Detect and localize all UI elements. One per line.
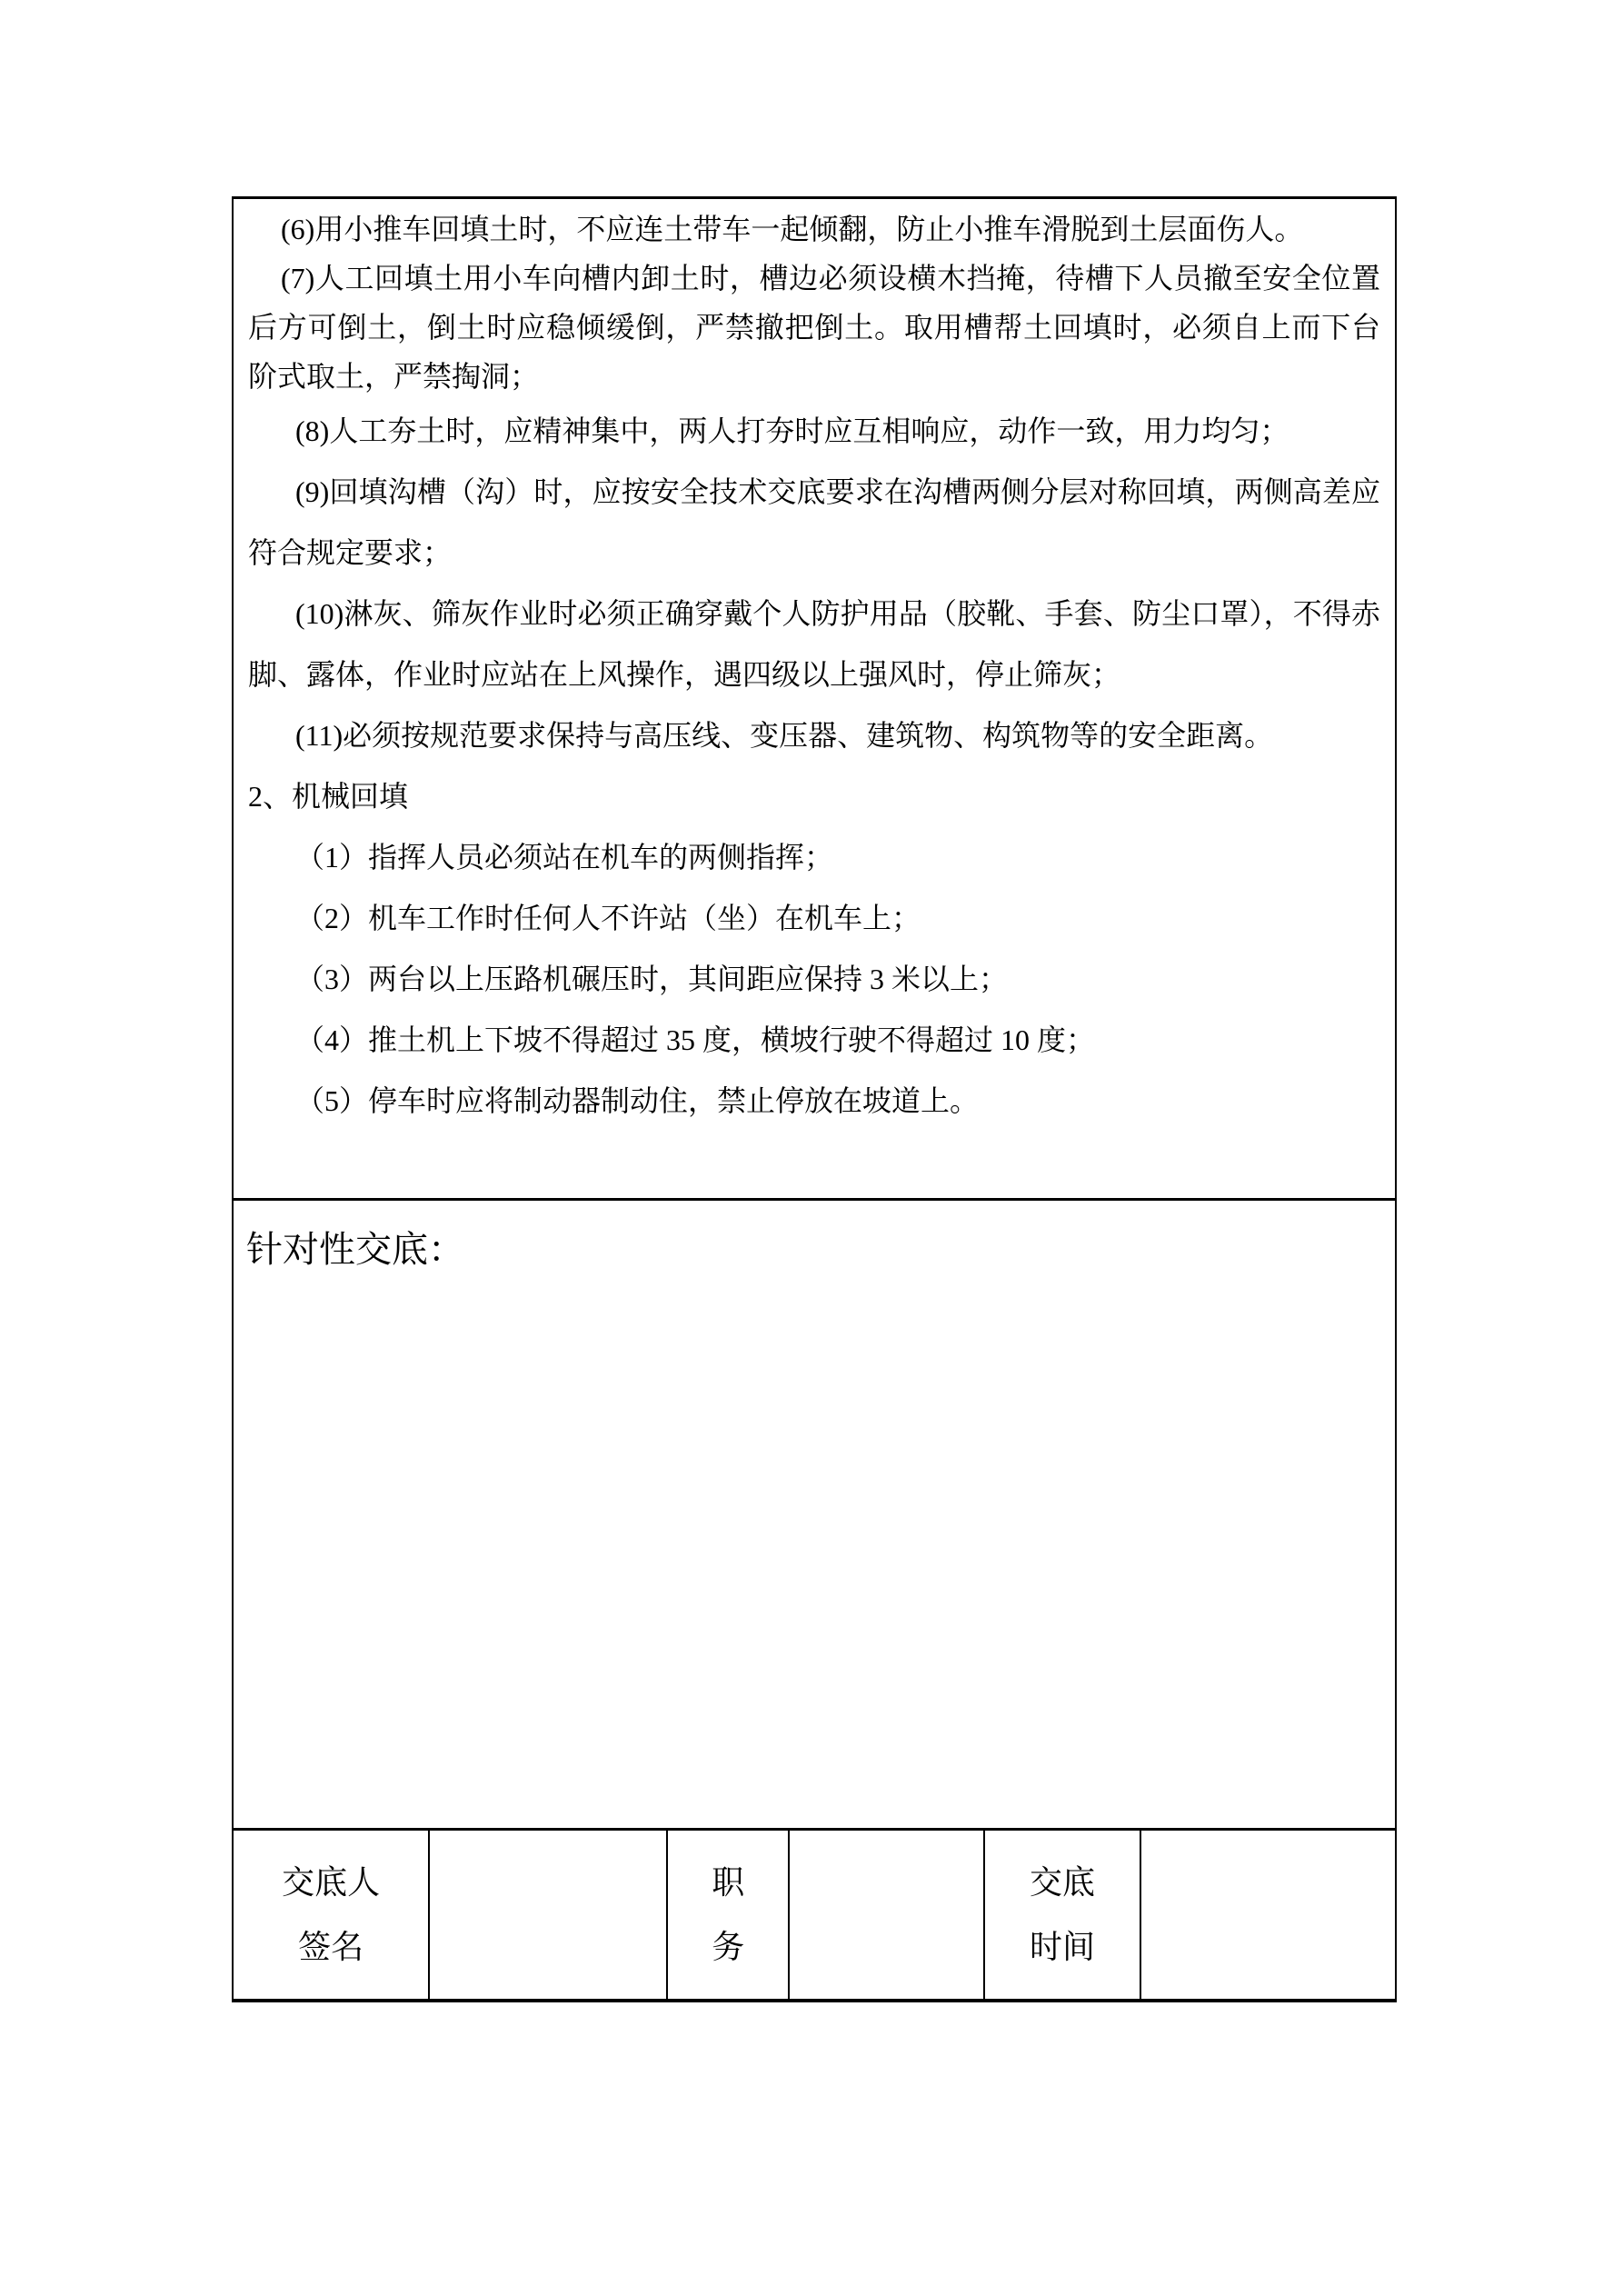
position-label-line1: 职 bbox=[712, 1864, 745, 1902]
rule-item-6: (6)用小推车回填土时，不应连土带车一起倾翻，防止小推车滑脱到土层面伤人。 bbox=[281, 213, 1304, 245]
rule-item-10: (10)淋灰、筛灰作业时必须正确穿戴个人防护用品（胶靴、手套、防尘口罩），不得赤脚、露体，作业时应站在上风操作，遇四级以上强风时，停止筛灰； bbox=[248, 597, 1380, 691]
mechanical-rule-item-5: （5）停车时应将制动器制动住，禁止停放在坡道上。 bbox=[295, 1084, 980, 1117]
disclosure-time-label-line1: 交底 bbox=[1030, 1864, 1096, 1902]
rule-item-8: (8)人工夯土时，应精神集中，两人打夯时应互相响应，动作一致，用力均匀； bbox=[295, 414, 1289, 447]
discloser-signature-field[interactable] bbox=[428, 1831, 666, 1999]
discloser-signature-label bbox=[234, 1831, 428, 1999]
disclosure-time-label-line2: 时间 bbox=[1030, 1928, 1096, 1965]
discloser-signature-label-line1: 交底人 bbox=[282, 1864, 381, 1902]
safety-disclosure-table bbox=[232, 196, 1397, 2002]
targeted-disclosure-label: 针对性交底： bbox=[246, 1229, 464, 1270]
disclosure-time-field[interactable] bbox=[1140, 1831, 1395, 1999]
position-label-line2: 务 bbox=[712, 1928, 745, 1965]
signature-row bbox=[234, 1828, 1395, 1999]
mechanical-rule-item-1: （1）指挥人员必须站在机车的两侧指挥； bbox=[295, 841, 834, 873]
general-requirements-section bbox=[234, 199, 1395, 1198]
rule-item-11: (11)必须按规范要求保持与高压线、变压器、建筑物、构筑物等的安全距离。 bbox=[295, 719, 1274, 752]
mechanical-rule-item-3: （3）两台以上压路机碾压时，其间距应保持 3 米以上； bbox=[295, 963, 1009, 995]
disclosure-time-label bbox=[983, 1831, 1140, 1999]
targeted-disclosure-section bbox=[234, 1198, 1395, 1828]
mechanical-rule-item-4: （4）推土机上下坡不得超过 35 度，横坡行驶不得超过 10 度； bbox=[295, 1023, 1096, 1056]
rule-item-9: (9)回填沟槽（沟）时，应按安全技术交底要求在沟槽两侧分层对称回填，两侧高差应符合规定要求； bbox=[248, 475, 1380, 569]
position-field[interactable] bbox=[788, 1831, 983, 1999]
position-label bbox=[666, 1831, 788, 1999]
discloser-signature-label-line2: 签名 bbox=[298, 1928, 364, 1965]
section-heading-mechanical-backfill: 2、机械回填 bbox=[248, 780, 409, 813]
mechanical-rule-item-2: （2）机车工作时任何人不许站（坐）在机车上； bbox=[295, 902, 921, 934]
rule-item-7: (7)人工回填土用小车向槽内卸土时，槽边必须设横木挡掩，待槽下人员撤至安全位置后方可倒土，倒土时应稳倾缓倒，严禁撤把倒土。取用槽帮土回填时，必须自上而下台阶式取土，严禁掏洞； bbox=[248, 262, 1380, 393]
